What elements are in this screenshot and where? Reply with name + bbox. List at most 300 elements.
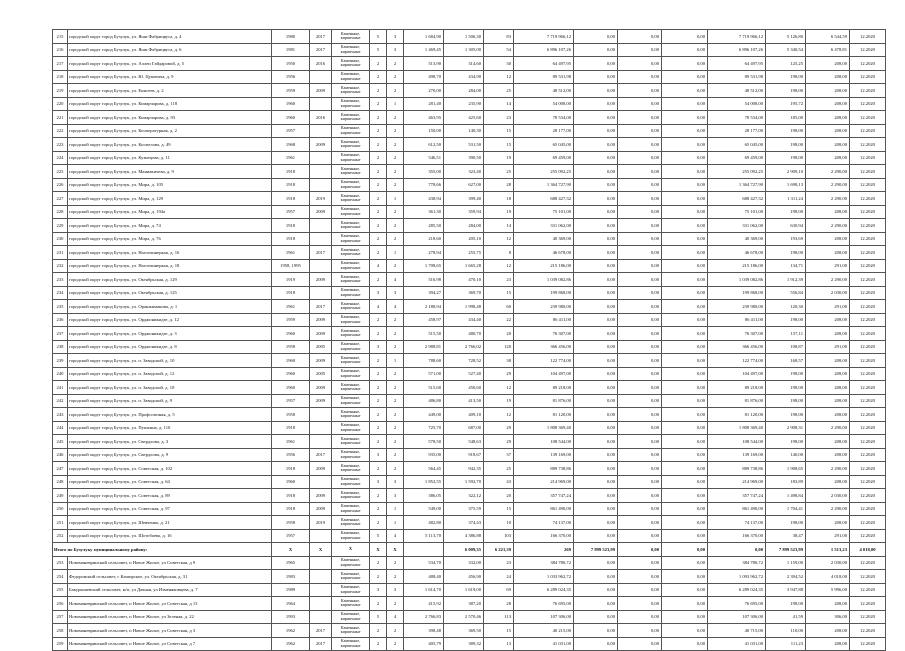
cell-year-built: 1950 [272,57,310,71]
cell-living-area: 1 305,00 [444,43,484,57]
cell-total-cost: 76 695,00 [514,597,574,611]
cell-regional-funds: 0,00 [618,97,662,111]
table-row [53,624,886,638]
cell-total-cost: 54 008,00 [514,97,574,111]
cell-entrances: 1 [387,97,404,111]
cell-living-area: 323,40 [444,165,484,179]
cell-row-number: 233 [53,273,68,287]
cell-address: Новоманевринский сельсовет, п Новое Жилое, ул Советская, д 7 [68,637,272,651]
cell-total-area: 449,00 [404,408,444,422]
cell-regional-funds: 0,00 [618,43,662,57]
cell-total-cost: 1 808 369,40 [514,421,574,435]
cell-total-area: 394,27 [404,286,444,300]
cell-year-renovated [310,570,332,584]
cell-federal-funds: 0,00 [574,516,618,530]
cell-max-unit-cost: 2 030,00 [806,286,850,300]
cell-living-area: 1 506,30 [444,30,484,44]
cell-owners-funds: 166 370,00 [708,529,766,543]
cell-address: Новоманевринский сельсовет, п Новое Жилое, ул Зеленая, д. 22 [68,610,272,624]
cell-row-number: 222 [53,124,68,138]
cell-residents: 23 [484,111,514,125]
cell-owners-funds: 331 062,00 [708,219,766,233]
cell-year-renovated: 2009 [310,462,332,476]
cell-total-cost: 1 033 962,72 [514,570,574,584]
cell-entrances: 2 [387,394,404,408]
cell-floors: 2 [370,246,387,260]
cell-planned-completion: 12.2020 [850,489,886,503]
cell-owners-funds: 215 186,00 [708,259,766,273]
cell-total-cost: 861 490,00 [514,502,574,516]
cell-entrances: 2 [387,178,404,192]
cell-max-unit-cost: 208,00 [806,475,850,489]
cell-unit-cost: 198,00 [766,84,806,98]
cell-max-unit-cost: 2 290,00 [806,192,850,206]
cell-unit-cost: 198,00 [766,394,806,408]
cell-wall-material: Каменные, кирпичные [332,367,370,381]
cell-entrances: 3 [387,43,404,57]
cell-federal-funds: 0,00 [574,597,618,611]
cell-living-area: 332,00 [444,556,484,570]
cell-owners-funds: 65 045,00 [708,138,766,152]
cell-max-unit-cost: 2 290,00 [806,178,850,192]
cell-address: городской округ город Бузулук, ул. Мира, д. 194а [68,205,272,219]
cell-year-renovated: 2017 [310,637,332,651]
cell-owners-funds: 357 747,24 [708,489,766,503]
cell-living-area: 1 998,48 [444,300,484,314]
cell-municipal-funds: 0,00 [662,421,708,435]
cell-residents: 23 [484,556,514,570]
cell-address: городской округ город Бузулук, ул. Комарчарова, д. 93 [68,111,272,125]
cell-year-built: 1918 [272,178,310,192]
cell-entrances: 1 [387,516,404,530]
cell-regional-funds: 0,00 [618,246,662,260]
cell-row-number: 231 [53,246,68,260]
cell-address: городской округ город Бузулук, ул. Нагоочинеркая, д. 16 [68,246,272,260]
cell-residents: 28 [484,178,514,192]
cell-residents: 103 [484,529,514,543]
cell-entrances: 2 [387,637,404,651]
cell-floors: 4 [370,259,387,273]
cell-wall-material: Каменные, кирпичные [332,192,370,206]
cell-residents: 60 [484,300,514,314]
cell-municipal-funds: 0,00 [662,327,708,341]
cell-floors: 2 [370,570,387,584]
cell-address: городской округ город Бузулук, ул. Пушкина, д. 110 [68,421,272,435]
cell-unit-cost: 198,00 [766,408,806,422]
cell-year-built: 1981 [272,43,310,57]
cell-residents: 19 [484,394,514,408]
cell-year-built: 1918 [272,165,310,179]
cell-floors: 2 [370,178,387,192]
cell-total-cost: 1 364 727,90 [514,178,574,192]
cell-living-area: 2 766,02 [444,340,484,354]
cell-living-area: 548,63 [444,435,484,449]
cell-regional-funds: 0,00 [618,489,662,503]
cell-living-area: 425,60 [444,111,484,125]
cell-living-area: 284,00 [444,84,484,98]
table-row [53,259,886,273]
cell-owners-funds: 89 218,00 [708,381,766,395]
cell-entrances: 4 [387,529,404,543]
cell-entrances: 3 [387,489,404,503]
cell-entrances: 2 [387,556,404,570]
table-row [53,327,886,341]
cell-wall-material: Каменные, кирпичные [332,205,370,219]
cell-regional-funds: 0,00 [618,462,662,476]
table-row [53,97,886,111]
cell-floors: 2 [370,556,387,570]
cell-floors: 2 [370,111,387,125]
cell-total-cost: 357 747,24 [514,489,574,503]
cell-planned-completion: 12.2020 [850,529,886,543]
cell-regional-funds: 0,00 [618,435,662,449]
cell-federal-funds: 0,00 [574,502,618,516]
cell-max-unit-cost: 208,00 [806,151,850,165]
cell-wall-material: Каменные, кирпичные [332,516,370,530]
cell-owners-funds: 48 512,00 [708,84,766,98]
cell-max-unit-cost: 208,00 [806,597,850,611]
cell-federal-funds: 0,00 [574,340,618,354]
cell-wall-material: Каменные, кирпичные [332,313,370,327]
cell-total-area: 482,80 [404,516,444,530]
cell-living-area: 456,90 [444,570,484,584]
table-row [53,313,886,327]
cell-regional-funds: 0,00 [618,124,662,138]
cell-floors: 2 [370,489,387,503]
cell-living-area: 359,94 [444,205,484,219]
cell-row-number: 244 [53,421,68,435]
cell-address: городской округ город Бузулук, ул. Яши Фабрицвуса, д. 4 [68,30,272,44]
cell-floors: 3 [370,340,387,354]
cell-entrances: 2 [387,340,404,354]
table-row [53,286,886,300]
cell-wall-material: Каменные, кирпичные [332,246,370,260]
cell-total-area: 725,70 [404,421,444,435]
cell-address: городской округ город Бузулук, ул. п. Заводской, д. 9 [68,394,272,408]
cell-floors: 2 [370,70,387,84]
cell-year-renovated [310,259,332,273]
cell-total-cost: 6 289 024,35 [514,583,574,597]
cell-total-area: 405,79 [404,637,444,651]
cell-year-built: 1919 [272,273,310,287]
cell-federal-funds: 0,00 [574,489,618,503]
table-row [53,367,886,381]
cell-residents: 19 [484,205,514,219]
cell-wall-material: Каменные, кирпичные [332,124,370,138]
cell-year-renovated [310,151,332,165]
cell-total-cost: 122 774,00 [514,354,574,368]
cell-residents: 6 221,39 [484,543,514,557]
cell-unit-cost: 7 899 523,99 [766,543,806,557]
table-row [53,489,886,503]
cell-year-renovated [310,610,332,624]
cell-regional-funds: 0,00 [618,286,662,300]
cell-year-built: 1960 [272,327,310,341]
cell-row-number: 238 [53,340,68,354]
cell-total-area: 534,70 [404,556,444,570]
cell-address: городской округ город Бузулук, ул. Мира, д. 105 [68,178,272,192]
cell-max-unit-cost: 2 030,00 [806,556,850,570]
cell-municipal-funds: 0,00 [662,43,708,57]
cell-municipal-funds: 0,00 [662,286,708,300]
cell-entrances: 2 [387,124,404,138]
cell-federal-funds: 0,00 [574,84,618,98]
cell-regional-funds: 0,00 [618,448,662,462]
cell-regional-funds: 0,00 [618,259,662,273]
cell-regional-funds: 0,00 [618,408,662,422]
cell-planned-completion: 12.2020 [850,448,886,462]
cell-owners-funds: 688 427,32 [708,192,766,206]
cell-floors: 2 [370,165,387,179]
cell-max-unit-cost: 208,00 [806,246,850,260]
cell-address: городской округ город Бузулук, ул. Яши Фабрицвуса, д. 6 [68,43,272,57]
cell-year-built: 1958, 1995 [272,259,310,273]
cell-year-built: 1989 [272,583,310,597]
cell-municipal-funds: 0,00 [662,300,708,314]
cell-wall-material: Каменные, кирпичные [332,165,370,179]
cell-wall-material: Каменные, кирпичные [332,597,370,611]
cell-max-unit-cost: 291,00 [806,259,850,273]
cell-regional-funds: 0,00 [618,394,662,408]
cell-regional-funds: 0,00 [618,30,662,44]
cell-address: городской округ город Бузулук, ул. Октябрьская, д. 125 [68,286,272,300]
cell-wall-material: Каменные, кирпичные [332,300,370,314]
cell-row-number: 251 [53,516,68,530]
cell-regional-funds: 0,00 [618,70,662,84]
cell-total-area: 463,95 [404,111,444,125]
cell-planned-completion: 12.2020 [850,475,886,489]
cell-year-renovated: 2009 [310,327,332,341]
cell-total-area: 549,00 [404,502,444,516]
cell-row-number: 216 [53,43,68,57]
cell-address: городской округ город Бузулук, ул. Орджоникидзе, д. 8 [68,340,272,354]
cell-total-cost: 239 980,00 [514,300,574,314]
cell-row-number: 226 [53,178,68,192]
cell-living-area: 205,10 [444,232,484,246]
cell-planned-completion: 12.2020 [850,111,886,125]
cell-municipal-funds: 0,00 [662,57,708,71]
cell-unit-cost: 1 704,41 [766,502,806,516]
cell-wall-material: Каменные, кирпичные [332,327,370,341]
cell-planned-completion: 12.2020 [850,435,886,449]
cell-row-number: 227 [53,192,68,206]
cell-regional-funds: 0,00 [618,597,662,611]
cell-living-area: 1 619,00 [444,583,484,597]
cell-residents: 12 [484,70,514,84]
cell-residents: 20 [484,327,514,341]
cell-year-built: 1959 [272,84,310,98]
cell-unit-cost: 168,57 [766,354,806,368]
cell-row-number: 240 [53,367,68,381]
cell-row-number: 218 [53,70,68,84]
cell-entrances: 2 [387,57,404,71]
cell-row-number: 255 [53,583,68,597]
document-sheet [52,29,886,651]
cell-floors: 3 [370,583,387,597]
table-row [53,394,886,408]
cell-floors: 2 [370,219,387,233]
cell-residents: 25 [484,462,514,476]
cell-row-number: 249 [53,489,68,503]
cell-year-built: 1918 [272,462,310,476]
cell-residents: 83 [484,30,514,44]
cell-regional-funds: 0,00 [618,354,662,368]
cell-unit-cost: 38,47 [766,529,806,543]
cell-residents: 12 [484,381,514,395]
cell-planned-completion: 12.2020 [850,354,886,368]
cell-living-area: 918,67 [444,448,484,462]
cell-federal-funds: 0,00 [574,286,618,300]
cell-total-area: 386,05 [404,489,444,503]
cell-planned-completion: 12.2020 [850,327,886,341]
cell-row-number: 245 [53,435,68,449]
cell-max-unit-cost: 2 290,00 [806,219,850,233]
cell-living-area: 728,52 [444,354,484,368]
cell-max-unit-cost: 2 290,00 [806,502,850,516]
cell-planned-completion: 12.2020 [850,151,886,165]
cell-floors: 2 [370,205,387,219]
table-row [53,232,886,246]
cell-living-area: 369,70 [444,286,484,300]
cell-floors: 2 [370,408,387,422]
cell-year-built: 1957 [272,529,310,543]
cell-year-built: 1962 [272,624,310,638]
cell-total-cost: 166 370,00 [514,529,574,543]
cell-owners-funds: 74 137,00 [708,516,766,530]
cell-regional-funds: 0,00 [618,583,662,597]
cell-row-number: 254 [53,570,68,584]
cell-total-area: 564,45 [404,462,444,476]
cell-total-cost: 28 177,00 [514,124,574,138]
cell-wall-material: Каменные, кирпичные [332,610,370,624]
cell-entrances: 2 [387,624,404,638]
cell-municipal-funds: 0,00 [662,219,708,233]
cell-municipal-funds: 0,00 [662,597,708,611]
cell-total-area: 2 988,81 [404,340,444,354]
cell-row-number: 221 [53,111,68,125]
cell-total-area: 513,90 [404,57,444,71]
cell-year-renovated [310,124,332,138]
cell-address: Новоманевринский сельсовет, п Новое Жилое, ул Советская, д 13 [68,597,272,611]
cell-entrances: 2 [387,84,404,98]
cell-row-number: 234 [53,286,68,300]
cell-total-cost: 108 544,00 [514,435,574,449]
cell-residents: 43 [484,475,514,489]
cell-living-area: 413,50 [444,394,484,408]
cell-max-unit-cost: 2 290,00 [806,165,850,179]
cell-total-area: 2 766,83 [404,610,444,624]
cell-floors: 2 [370,516,387,530]
cell-entrances: 1 [387,246,404,260]
cell-wall-material: Каменные, кирпичные [332,340,370,354]
cell-owners-funds: 199 868,00 [708,286,766,300]
cell-year-renovated: 2019 [310,192,332,206]
cell-residents: 14 [484,97,514,111]
cell-federal-funds: 0,00 [574,111,618,125]
cell-floors: 2 [370,394,387,408]
cell-row-number: 247 [53,462,68,476]
cell-unit-cost: 185,00 [766,111,806,125]
cell-planned-completion: 12.2020 [850,246,886,260]
table-row [53,583,886,597]
cell-federal-funds: 0,00 [574,30,618,44]
cell-unit-cost: 140,00 [766,448,806,462]
cell-living-area: 235,90 [444,97,484,111]
cell-max-unit-cost: 208,00 [806,57,850,71]
cell-wall-material: Каменные, кирпичные [332,529,370,543]
cell-year-renovated: 2017 [310,43,332,57]
cell-unit-cost: 5 340,54 [766,43,806,57]
cell-wall-material: Каменные, кирпичные [332,286,370,300]
table-row [53,421,886,435]
cell-year-built: 1961 [272,435,310,449]
cell-owners-funds: 1 093 962,72 [708,570,766,584]
cell-regional-funds: 0,00 [618,192,662,206]
cell-residents: 14 [484,219,514,233]
cell-planned-completion: 12.2020 [850,502,886,516]
cell-municipal-funds: 0,00 [662,205,708,219]
cell-floors: 2 [370,273,387,287]
cell-row-number: 225 [53,165,68,179]
cell-entrances: 2 [387,151,404,165]
cell-unit-cost: 198,00 [766,205,806,219]
cell-living-area: 531,50 [444,138,484,152]
cell-year-renovated: 2005 [310,340,332,354]
cell-municipal-funds: 0,00 [662,111,708,125]
cell-entrances: 2 [387,570,404,584]
cell-municipal-funds: 0,00 [662,610,708,624]
cell-max-unit-cost: 208,00 [806,138,850,152]
table-row [53,246,886,260]
cell-entrances: 2 [387,435,404,449]
cell-owners-funds: 384 786,72 [708,556,766,570]
cell-max-unit-cost: 4 018,00 [806,570,850,584]
cell-regional-funds: 0,00 [618,84,662,98]
cell-row-number: 248 [53,475,68,489]
cell-max-unit-cost: 5 996,00 [806,583,850,597]
cell-unit-cost: 198,00 [766,435,806,449]
cell-entrances: 2 [387,421,404,435]
cell-owners-funds: 0,00 [708,543,766,557]
cell-planned-completion: 12.2020 [850,624,886,638]
cell-owners-funds: 78 534,00 [708,111,766,125]
cell-year-built: 1918 [272,192,310,206]
table-row [53,408,886,422]
cell-floors: 2 [370,97,387,111]
cell-total-cost: 255 092,25 [514,165,574,179]
cell-regional-funds: 0,00 [618,232,662,246]
cell-federal-funds: 0,00 [574,354,618,368]
cell-residents: 54 [484,43,514,57]
cell-planned-completion: 12.2020 [850,57,886,71]
cell-residents: 12 [484,408,514,422]
cell-unit-cost: 198,00 [766,313,806,327]
cell-residents: 13 [484,637,514,651]
cell-municipal-funds: 0,00 [662,178,708,192]
table-row [53,475,886,489]
cell-residents: 29 [484,367,514,381]
cell-row-number: 224 [53,151,68,165]
cell-federal-funds: 0,00 [574,462,618,476]
cell-wall-material: Каменные, кирпичные [332,97,370,111]
table-row [53,165,886,179]
cell-municipal-funds: 0,00 [662,259,708,273]
cell-year-renovated: 2017 [310,448,332,462]
cell-floors: 2 [370,327,387,341]
cell-federal-funds: 0,00 [574,408,618,422]
cell-year-built: 1958 [272,408,310,422]
cell-unit-cost: 41,59 [766,610,806,624]
